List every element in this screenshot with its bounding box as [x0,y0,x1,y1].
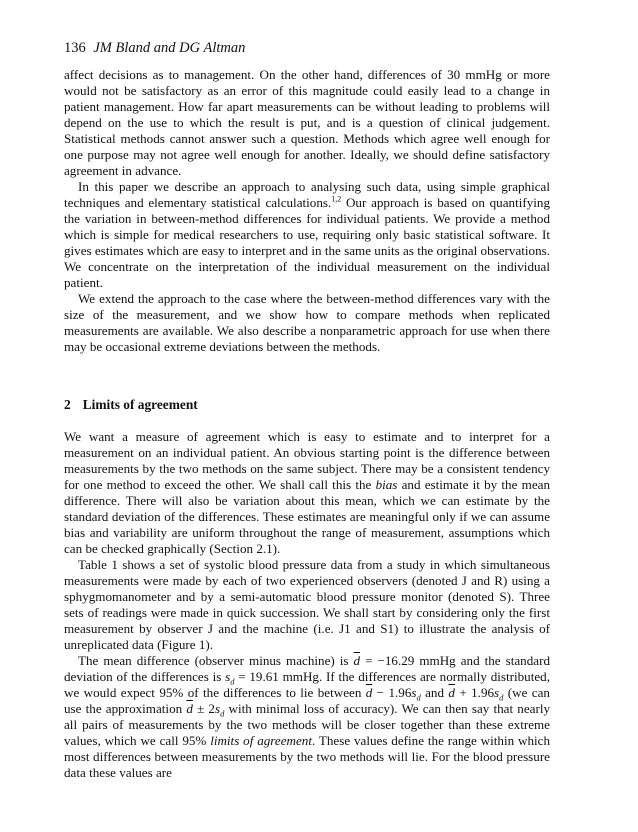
paper-page [64,40,550,781]
section-heading [64,397,550,413]
term-bias: bias [375,477,398,492]
running-head-authors: JM Bland and DG Altman [93,40,246,56]
paragraph-1: affect decisions as to management. On the other hand, differences of 30 mmHg or more would not be satisfactory as an error of this magnitude could easily lead to a change in patient management. How far apart measurements can be without leading to problems will depend on the use to which the result is put, and is a question of clinical judgement. Statistical methods cannot answer such a question. Methods which agree well enough for one purpose may not agree well enough for another. Ideally, we should define satisfactory agreement in advance. [64,67,550,178]
paragraph-2: In this paper we describe an approach to analysing such data, using simple graphical techniques and elementary statistical calculations.$^{1,2}$ Our approach is based on quantifying the variation in between-method differences for individual patients. We provide a method which is simple for medical researchers to use, requiring only basic statistical software. It gives estimates which are easy to interpret and in the same units as the original observations. We concentrate on the interpretation of the individual measurement on the individual patient. [64,179,550,290]
paragraph-4: We want a measure of agreement which is easy to estimate and to interpret for a measurement on an individual patient. An obvious starting point is the difference between measurements by the two methods on the same subject. There may be a consistent tendency for one method to exceed the other. We shall call this the bias and estimate it by the mean difference. There will also be variation about this mean, which we can estimate by the standard deviation of the differences. These estimates are meaningful only if we can assume bias and variability are uniform throughout the range of measurement, assumptions which can be checked graphically (Section 2.1). [64,429,550,556]
paragraph-3: We extend the approach to the case where the between-method differences vary with the size of the measurement, and we show how to compare methods when replicated measurements are available. We also describe a nonparametric approach for use when there may be occasional extreme deviations between the methods. [64,291,550,354]
term-limits-of-agreement: limits of agreement [210,733,312,748]
citation-ref: 1,2 [331,194,342,204]
section-number: 2 [64,397,71,412]
paragraph-5: Table 1 shows a set of systolic blood pressure data from a study in which simultaneous measurements were made by each of two experienced observers (denoted J and R) using a sphygmomanometer and by a semi-automatic blood pressure monitor (denoted S). Three sets of readings were made in quick succession. We shall start by considering only the first measurement by observer J and the machine (i.e. J1 and S1) to illustrate the analysis of unreplicated data (Figure 1). [64,557,550,652]
section-title: Limits of agreement [82,397,198,412]
paragraph-6: The mean difference (observer minus machine) is $\overline{d} = -16.29$ mmHg and the standard deviation of the differences is $s_d = 19.61$ mmHg. If the differences are normally distributed, we would expect 95% of the differences to lie between $\overline{d} - 1.96s_d$ and $\overline{d} + 1.96s_d$ (we can use the approximation $\overline{d} \pm 2s_d$ with minimal loss of accuracy). We can then say that nearly all pairs of measurements by the two methods will be closer together than these extreme values, which we call 95% limits of agreement. These values define the range within which most differences between measurements by the two methods will lie. For the blood pressure data these values are [64,653,551,780]
running-head [64,40,550,57]
page-number: 136 [64,40,86,56]
